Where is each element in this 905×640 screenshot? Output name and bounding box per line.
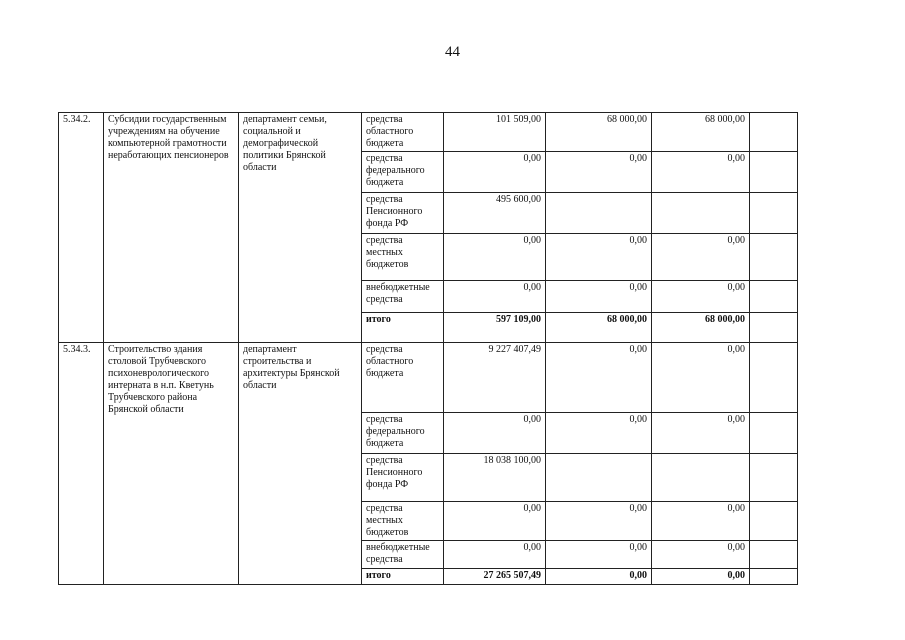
funding-source: внебюджетные средства (362, 281, 444, 313)
item-code: 5.34.2. (59, 113, 104, 343)
funding-source: средства федерального бюджета (362, 413, 444, 454)
total-3: 0,00 (652, 569, 750, 585)
amount-3: 0,00 (652, 541, 750, 569)
funding-source: средства Пенсионного фонда РФ (362, 454, 444, 502)
amount-3: 0,00 (652, 234, 750, 281)
funding-source-total: итого (362, 569, 444, 585)
amount-4 (750, 502, 798, 541)
total-1: 597 109,00 (444, 313, 546, 343)
amount-1: 0,00 (444, 152, 546, 193)
amount-4 (750, 541, 798, 569)
amount-3: 0,00 (652, 343, 750, 413)
amount-2: 0,00 (546, 234, 652, 281)
amount-4 (750, 234, 798, 281)
amount-4 (750, 343, 798, 413)
funding-source: средства местных бюджетов (362, 234, 444, 281)
funding-source-total: итого (362, 313, 444, 343)
funding-source: средства областного бюджета (362, 343, 444, 413)
amount-2: 0,00 (546, 281, 652, 313)
amount-3 (652, 193, 750, 234)
amount-4 (750, 152, 798, 193)
amount-1: 9 227 407,49 (444, 343, 546, 413)
amount-3: 68 000,00 (652, 113, 750, 152)
amount-2: 68 000,00 (546, 113, 652, 152)
amount-2 (546, 454, 652, 502)
amount-1: 495 600,00 (444, 193, 546, 234)
total-2: 68 000,00 (546, 313, 652, 343)
amount-3: 0,00 (652, 502, 750, 541)
amount-1: 101 509,00 (444, 113, 546, 152)
amount-2: 0,00 (546, 502, 652, 541)
item-name: Субсидии государственным учреждениям на обучение компьютерной грамотности неработающих пенсионеров (104, 113, 239, 343)
amount-1: 18 038 100,00 (444, 454, 546, 502)
amount-4 (750, 113, 798, 152)
amount-1: 0,00 (444, 413, 546, 454)
funding-source: средства местных бюджетов (362, 502, 444, 541)
amount-3: 0,00 (652, 281, 750, 313)
amount-4 (750, 454, 798, 502)
amount-1: 0,00 (444, 234, 546, 281)
funding-source: средства областного бюджета (362, 113, 444, 152)
budget-table (58, 112, 798, 585)
amount-2: 0,00 (546, 343, 652, 413)
funding-source: внебюджетные средства (362, 541, 444, 569)
amount-3: 0,00 (652, 152, 750, 193)
page-number: 44 (445, 44, 460, 60)
amount-1: 0,00 (444, 281, 546, 313)
item-executor: департамент семьи, социальной и демографической политики Брянской области (239, 113, 362, 343)
item-name: Строительство здания столовой Трубчевского психоневрологического интерната в н.п. Кветунь Трубчевского района Брянской области (104, 343, 239, 585)
amount-3 (652, 454, 750, 502)
total-1: 27 265 507,49 (444, 569, 546, 585)
item-executor: департамент строительства и архитектуры Брянской области (239, 343, 362, 585)
total-3: 68 000,00 (652, 313, 750, 343)
item-code: 5.34.3. (59, 343, 104, 585)
total-4 (750, 313, 798, 343)
amount-2 (546, 193, 652, 234)
amount-4 (750, 281, 798, 313)
amount-2: 0,00 (546, 152, 652, 193)
amount-1: 0,00 (444, 541, 546, 569)
total-4 (750, 569, 798, 585)
amount-1: 0,00 (444, 502, 546, 541)
table-row (59, 113, 798, 152)
total-2: 0,00 (546, 569, 652, 585)
amount-2: 0,00 (546, 541, 652, 569)
table-row (59, 343, 798, 413)
amount-4 (750, 413, 798, 454)
amount-2: 0,00 (546, 413, 652, 454)
funding-source: средства Пенсионного фонда РФ (362, 193, 444, 234)
funding-source: средства федерального бюджета (362, 152, 444, 193)
amount-3: 0,00 (652, 413, 750, 454)
amount-4 (750, 193, 798, 234)
